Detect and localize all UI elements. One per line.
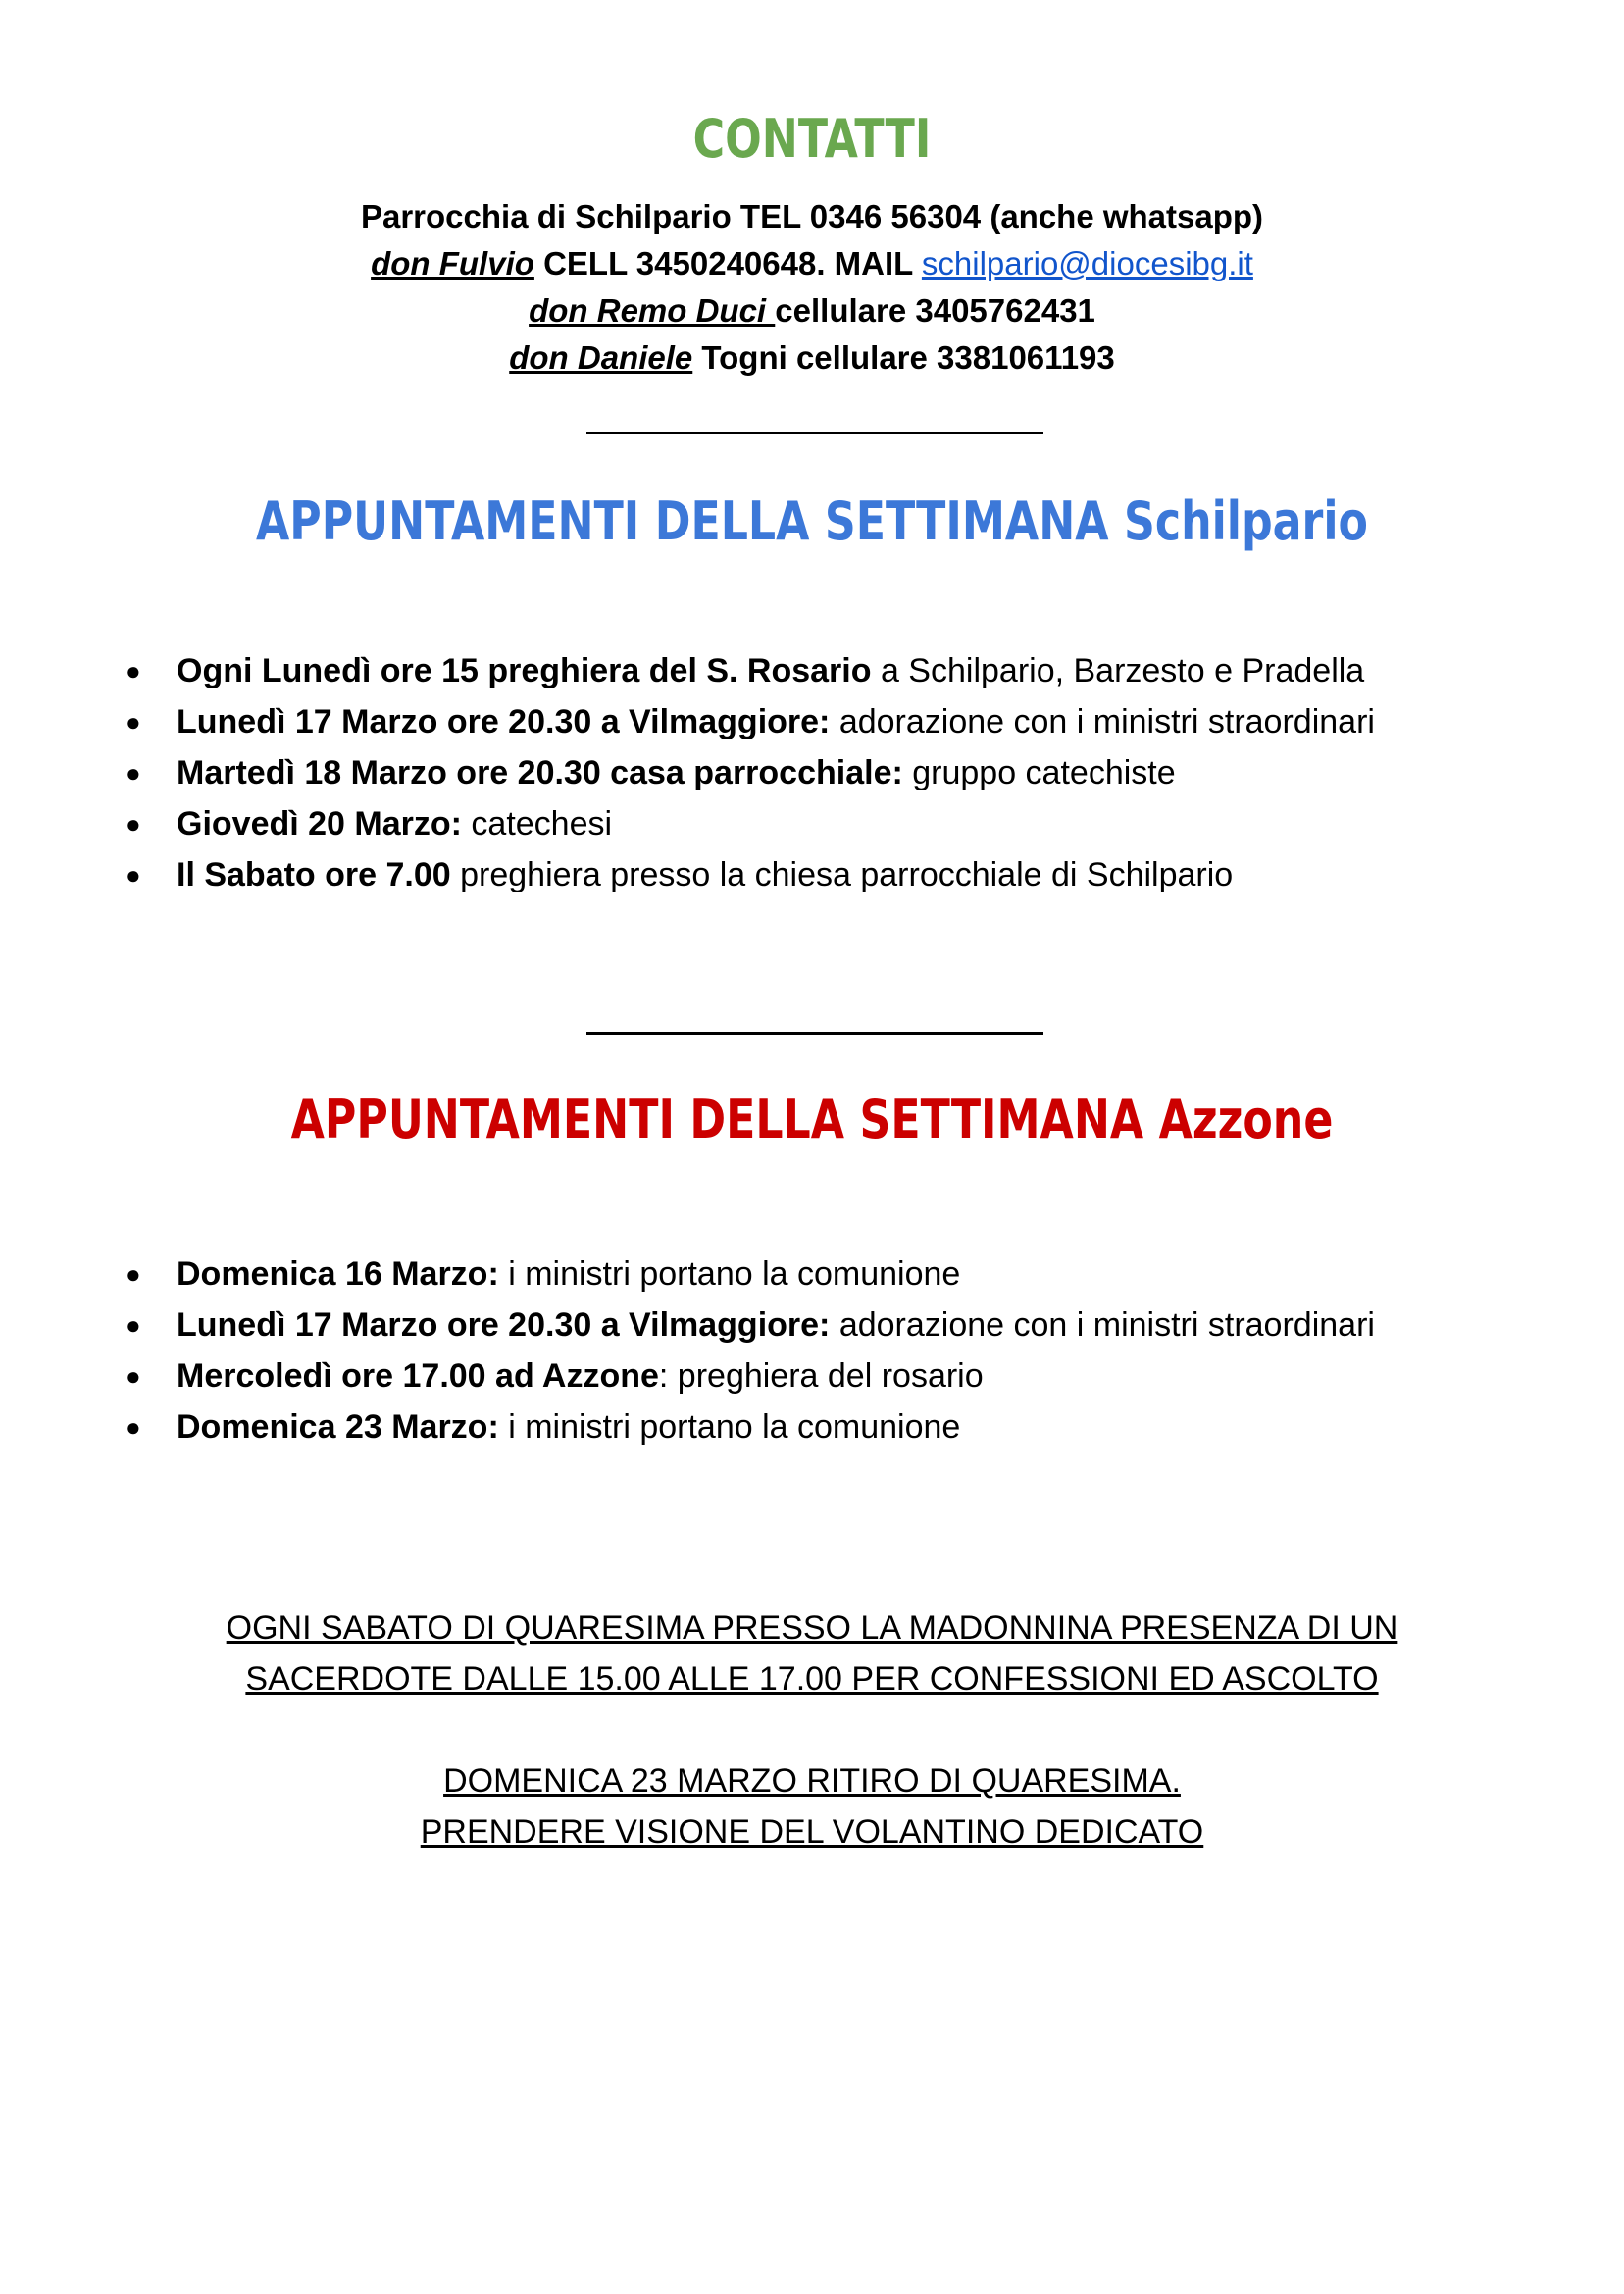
parish-phone-line: Parrocchia di Schilpario TEL 0346 56304 (anche whatsapp) [360, 198, 1264, 234]
list-item [0, 1351, 1624, 1402]
bullet-icon: ● [126, 1310, 141, 1340]
item-text: adorazione con i ministri straordinari [830, 703, 1375, 740]
list-item [0, 696, 1624, 747]
item-heading: Domenica 16 Marzo: [177, 1255, 499, 1293]
don-daniele-contact: Togni cellulare 3381061193 [692, 339, 1115, 376]
item-heading: Lunedì 17 Marzo ore 20.30 a Vilmaggiore: [177, 1306, 831, 1344]
list-item [0, 747, 1624, 798]
notice-line: PRENDERE VISIONE DEL VOLANTINO DEDICATO [420, 1813, 1204, 1851]
bullet-icon: ● [126, 656, 141, 686]
list-item [0, 645, 1624, 696]
item-text: a Schilpario, Barzesto e Pradella [871, 652, 1365, 689]
item-text: i ministri portano la comunione [498, 1408, 961, 1446]
list-item [0, 1402, 1624, 1453]
item-text: preghiera presso la chiesa parrocchiale di Schilpario [450, 856, 1234, 893]
item-heading: Ogni Lunedì ore 15 preghiera del S. Rosario [177, 652, 872, 689]
item-heading: Lunedì 17 Marzo ore 20.30 a Vilmaggiore: [177, 703, 831, 740]
email-link[interactable]: schilpario@diocesibg.it [921, 245, 1253, 281]
separator-line [586, 432, 1043, 434]
bullet-icon: ● [126, 860, 141, 890]
bullet-icon: ● [126, 809, 141, 839]
notice-line: OGNI SABATO DI QUARESIMA PRESSO LA MADONNINA PRESENZA DI UN [226, 1609, 1398, 1647]
schilpario-appointments-list [0, 645, 1624, 900]
item-heading: Martedì 18 Marzo ore 20.30 casa parrocchiale: [177, 754, 903, 791]
don-fulvio-contact: CELL 3450240648. MAIL [533, 245, 922, 281]
bullet-icon: ● [126, 707, 141, 737]
azzone-appointments-list [0, 1249, 1624, 1453]
item-heading: Mercoledì ore 17.00 ad Azzone [177, 1357, 659, 1395]
notice-line: SACERDOTE DALLE 15.00 ALLE 17.00 PER CONFESSIONI ED ASCOLTO [245, 1660, 1379, 1698]
don-remo-line [0, 292, 1624, 330]
item-text: adorazione con i ministri straordinari [830, 1306, 1375, 1344]
notice-line: DOMENICA 23 MARZO RITIRO DI QUARESIMA. [443, 1762, 1181, 1800]
don-fulvio-name: don Fulvio [371, 245, 534, 281]
item-text: i ministri portano la comunione [498, 1255, 961, 1293]
list-item [0, 798, 1624, 849]
item-text: : preghiera del rosario [658, 1357, 984, 1395]
item-heading: Domenica 23 Marzo: [177, 1408, 499, 1446]
bullet-icon: ● [126, 758, 141, 788]
list-item [0, 849, 1624, 900]
item-text: catechesi [461, 805, 613, 842]
bullet-icon: ● [126, 1361, 141, 1391]
bullet-icon: ● [126, 1412, 141, 1442]
item-heading: Il Sabato ore 7.00 [177, 856, 451, 893]
schilpario-title: APPUNTAMENTI DELLA SETTIMANA Schilpario [256, 490, 1368, 552]
contacts-title: CONTATTI [692, 108, 932, 170]
don-daniele-line [0, 339, 1624, 377]
bullet-icon: ● [126, 1259, 141, 1289]
don-remo-name: don Remo Duci [529, 292, 776, 329]
list-item [0, 1249, 1624, 1300]
list-item [0, 1300, 1624, 1351]
don-fulvio-line [0, 245, 1624, 282]
retreat-notice [0, 1756, 1624, 1858]
item-heading: Giovedì 20 Marzo: [177, 805, 462, 842]
item-text: gruppo catechiste [902, 754, 1176, 791]
confession-notice [0, 1603, 1624, 1705]
separator-line [586, 1032, 1043, 1035]
don-remo-contact: cellulare 3405762431 [775, 292, 1095, 329]
azzone-title: APPUNTAMENTI DELLA SETTIMANA Azzone [290, 1089, 1334, 1150]
don-daniele-name: don Daniele [509, 339, 693, 376]
